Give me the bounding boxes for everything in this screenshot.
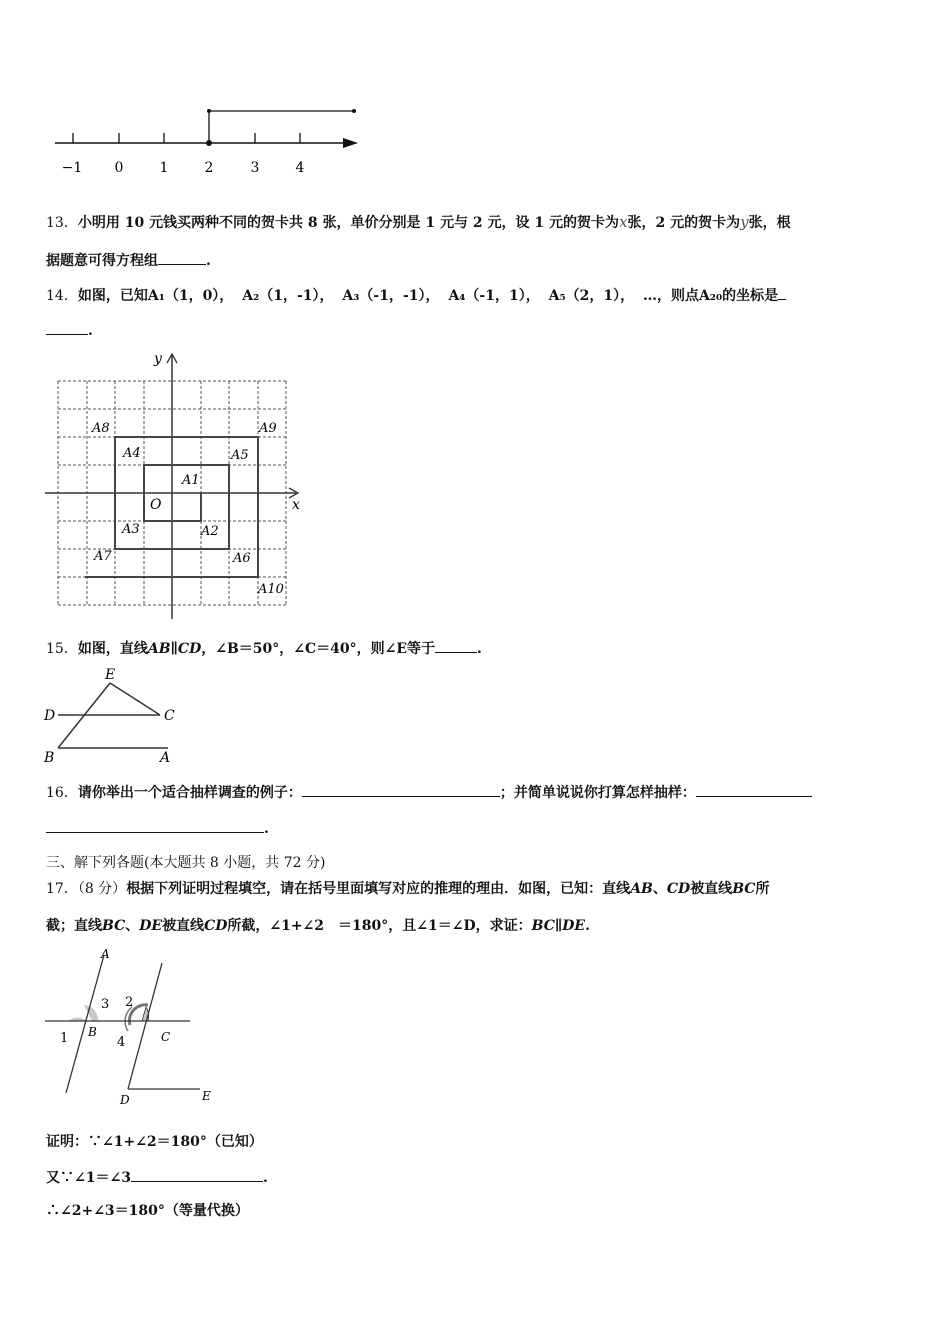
q17-text: 所 — [755, 881, 770, 897]
axis-label-y: y — [154, 351, 162, 367]
section-three-title: 三、解下列各题(本大题共 8 小题，共 72 分) — [46, 855, 326, 871]
answer-blank[interactable] — [302, 784, 500, 797]
q17-text: 被直线 — [690, 881, 733, 897]
proof-line-2 — [46, 1167, 268, 1187]
q14-point-a20: A₂₀ — [699, 288, 723, 304]
tri-label-c: C — [164, 708, 175, 724]
q15-math: ∠C＝40° — [293, 641, 357, 657]
q14-point: A₅（2，1）， — [548, 288, 635, 304]
grid-label: A8 — [92, 421, 110, 436]
proof-line-1: 证明：∵∠1+∠2＝180°（已知） — [46, 1134, 263, 1150]
tick-label: 4 — [295, 160, 305, 176]
q17-text: . — [585, 918, 590, 934]
question-16-line1 — [46, 782, 812, 802]
fig-label-3: 3 — [101, 997, 110, 1012]
q15-math: ∠E — [384, 641, 408, 657]
tick-label: 3 — [250, 160, 260, 176]
q14-point: A₃（-1，-1）， — [342, 288, 440, 304]
question-17-line2 — [46, 915, 590, 935]
answer-blank[interactable] — [46, 820, 264, 833]
q14-point: A₁（1，0）， — [147, 288, 234, 304]
fig-label-4: 4 — [117, 1035, 126, 1050]
tick-label: 0 — [114, 160, 124, 176]
q13-text: 元的贺卡为 — [670, 215, 741, 231]
coordinate-grid-figure — [40, 345, 310, 625]
q13-value: 1 — [529, 215, 550, 231]
answer-blank[interactable] — [696, 784, 812, 797]
q13-value: 2 — [468, 215, 488, 231]
q15-text: 等于 — [407, 641, 436, 657]
q13-end: . — [206, 253, 211, 269]
answer-blank[interactable] — [158, 252, 206, 265]
q13-value: 8 — [303, 215, 323, 231]
tick-label: −1 — [61, 160, 83, 176]
axis-label-x: x — [292, 497, 300, 513]
q17-text: 根据下列证明过程填空，请在括号里面填写对应的推理的理由．如图，已知：直线 — [126, 881, 631, 897]
q14-point: A₂（1，-1）， — [242, 288, 334, 304]
q14-text: 如图，已知 — [77, 288, 148, 304]
q17-score: （8 分） — [77, 881, 127, 897]
question-13-line2 — [46, 250, 211, 270]
tri-label-a: A — [160, 750, 171, 766]
q15-math: AB∥CD — [147, 641, 202, 657]
q13-text: 据题意可得方程组 — [46, 253, 158, 269]
q17-math: BC — [732, 881, 756, 897]
q17-math: CD — [204, 918, 228, 934]
grid-label: A10 — [258, 582, 284, 597]
transversal-lines-figure — [40, 945, 230, 1110]
q13-text: 小明用 — [77, 215, 120, 231]
q15-text: ，则 — [356, 641, 385, 657]
answer-blank[interactable] — [778, 287, 786, 300]
fig-label-e: E — [202, 1089, 211, 1103]
q17-number: 17． — [46, 881, 78, 897]
grid-label: A5 — [231, 448, 249, 463]
q13-text: 元钱买两种不同的贺卡共 — [149, 215, 304, 231]
q13-text: 元，设 — [487, 215, 530, 231]
q17-math: DE — [139, 918, 163, 934]
q17-text: ，且 — [388, 918, 417, 934]
q16-number: 16． — [46, 785, 78, 801]
q13-value: 2 — [655, 215, 671, 231]
q15-text: 如图，直线 — [77, 641, 148, 657]
q17-math: AB — [630, 881, 653, 897]
q16-text: ；并简单说说你打算怎样抽样： — [499, 785, 696, 801]
fig-label-a: A — [101, 947, 110, 961]
q15-text: ， — [279, 641, 294, 657]
q17-text: ，求证： — [475, 918, 532, 934]
q14-end: . — [88, 323, 93, 339]
proof-end: . — [262, 1170, 268, 1186]
q17-text: 所截， — [227, 918, 270, 934]
tri-label-b: B — [44, 750, 55, 766]
q13-text: 元的贺卡为 — [549, 215, 620, 231]
q13-text: 元与 — [440, 215, 469, 231]
answer-blank[interactable] — [46, 322, 88, 335]
question-17-line1 — [46, 878, 769, 898]
q14-point: A₄（-1，1）， — [448, 288, 540, 304]
question-14-line1 — [46, 285, 786, 305]
q17-math: ∠1＝∠D — [416, 918, 476, 934]
q13-text: 张，单价分别是 — [322, 215, 421, 231]
proof-line-3: ∴∠2+∠3＝180°（等量代换） — [46, 1203, 249, 1219]
tri-label-e: E — [105, 667, 116, 683]
q17-math: BC — [102, 918, 126, 934]
question-16-line2 — [46, 820, 269, 837]
fig-label-1: 1 — [60, 1031, 69, 1046]
q17-math: CD — [666, 881, 691, 897]
grid-label: A2 — [201, 524, 219, 539]
grid-label: A6 — [233, 551, 251, 566]
q13-value: 10 — [119, 215, 150, 231]
q13-text: 张， — [627, 215, 656, 231]
q16-text: 请你举出一个适合抽样调查的例子： — [77, 785, 302, 801]
q17-text: 、 — [125, 918, 140, 934]
q17-math: ∠1+∠2 ＝180° — [269, 918, 389, 934]
q13-text: 张，根 — [748, 215, 791, 231]
number-line-figure — [40, 100, 370, 180]
question-15 — [46, 638, 482, 658]
question-14-line2 — [46, 322, 93, 339]
proof-text: 又∵∠1＝∠3 — [46, 1170, 131, 1186]
q13-value: 1 — [420, 215, 441, 231]
grid-label: O — [150, 497, 162, 513]
fig-label-2: 2 — [125, 995, 134, 1010]
grid-label: A3 — [122, 522, 140, 537]
q13-var-y: y — [740, 213, 749, 231]
q14-number: 14． — [46, 288, 78, 304]
q15-number: 15． — [46, 641, 78, 657]
q13-var-x: x — [619, 213, 628, 231]
parallel-lines-triangle-figure — [40, 663, 190, 768]
grid-label: A1 — [182, 473, 200, 488]
tri-label-d: D — [44, 708, 56, 724]
q14-text: 的坐标是 — [722, 288, 779, 304]
fig-label-b: B — [88, 1025, 97, 1039]
tick-label: 1 — [159, 160, 169, 176]
q17-text: 被直线 — [162, 918, 205, 934]
question-13-line1 — [46, 212, 791, 232]
fig-label-d: D — [120, 1093, 130, 1107]
answer-blank[interactable] — [435, 640, 477, 653]
q14-text: …，则点 — [643, 288, 700, 304]
q15-end: . — [477, 641, 482, 657]
grid-label: A9 — [259, 421, 277, 436]
q17-text: 、 — [652, 881, 667, 897]
q13-number: 13． — [46, 215, 78, 231]
tick-label: 2 — [204, 160, 214, 176]
answer-blank[interactable] — [131, 1169, 263, 1182]
q17-math: BC∥DE — [531, 918, 586, 934]
grid-label: A7 — [94, 549, 112, 564]
q16-end: . — [264, 821, 269, 837]
q15-math: ∠B＝50° — [215, 641, 280, 657]
grid-label: A4 — [123, 446, 141, 461]
q15-text: ， — [201, 641, 216, 657]
q17-text: 截；直线 — [46, 918, 102, 934]
fig-label-c: C — [161, 1030, 171, 1044]
